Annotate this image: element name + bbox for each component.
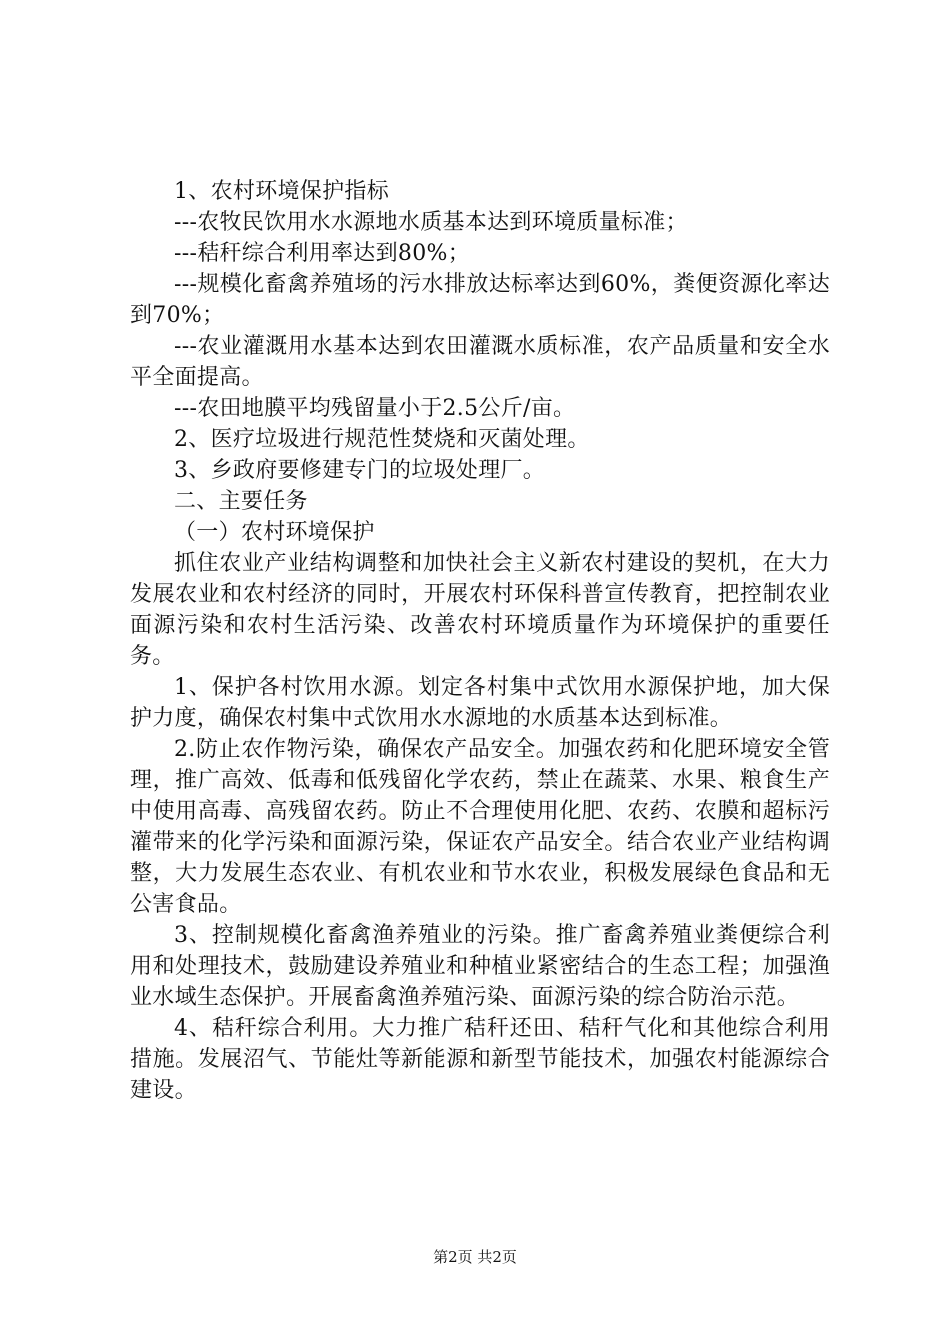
paragraph: 2、医疗垃圾进行规范性焚烧和灭菌处理。 <box>174 427 590 452</box>
paragraph: ---农牧民饮用水水源地水质基本达到环境质量标准； <box>174 210 688 235</box>
paragraph: 3、控制规模化畜禽渔养殖业的污染。推广畜禽养殖业粪便综合利用和处理技术，鼓励建设养殖业和种植业紧密结合的生态工程；加强渔业水域生态保护。开展畜禽渔养殖污染、面源污染的综合防治示范。 <box>130 923 830 1010</box>
paragraph: 3、乡政府要修建专门的垃圾处理厂。 <box>174 458 546 483</box>
paragraph: 抓住农业产业结构调整和加快社会主义新农村建设的契机，在大力发展农业和农村经济的同时，开展农村环保科普宣传教育，把控制农业面源污染和农村生活污染、改善农村环境质量作为环境保护的重要任务。 <box>130 551 830 669</box>
paragraph: ---农田地膜平均残留量小于2.5公斤/亩。 <box>174 396 576 421</box>
paragraph: ---规模化畜禽养殖场的污水排放达标率达到60%，粪便资源化率达到70%； <box>130 272 830 328</box>
paragraph: 1、保护各村饮用水源。划定各村集中式饮用水源保护地，加大保护力度，确保农村集中式饮用水水源地的水质基本达到标准。 <box>130 675 830 731</box>
page-footer: 第2页 共2页 <box>433 1248 517 1266</box>
paragraph: ---秸秆综合利用率达到80%； <box>174 241 470 266</box>
paragraph: 4、秸秆综合利用。大力推广秸秆还田、秸秆气化和其他综合利用措施。发展沼气、节能灶等新能源和新型节能技术，加强农村能源综合建设。 <box>130 1016 830 1103</box>
paragraph: 2.防止农作物污染，确保农产品安全。加强农药和化肥环境安全管理，推广高效、低毒和低残留化学农药，禁止在蔬菜、水果、粮食生产中使用高毒、高残留农药。防止不合理使用化肥、农药、农膜和超标污灌带来的化学污染和面源污染，保证农产品安全。结合农业产业结构调整，大力发展生态农业、有机农业和节水农业，积极发展绿色食品和无公害食品。 <box>130 737 830 917</box>
subsection-heading: （一）农村环境保护 <box>174 520 375 545</box>
paragraph: 1、农村环境保护指标 <box>174 179 389 204</box>
paragraph: ---农业灌溉用水基本达到农田灌溉水质标准，农产品质量和安全水平全面提高。 <box>130 334 830 390</box>
section-heading: 二、主要任务 <box>174 489 308 514</box>
document-body <box>130 176 830 1106</box>
